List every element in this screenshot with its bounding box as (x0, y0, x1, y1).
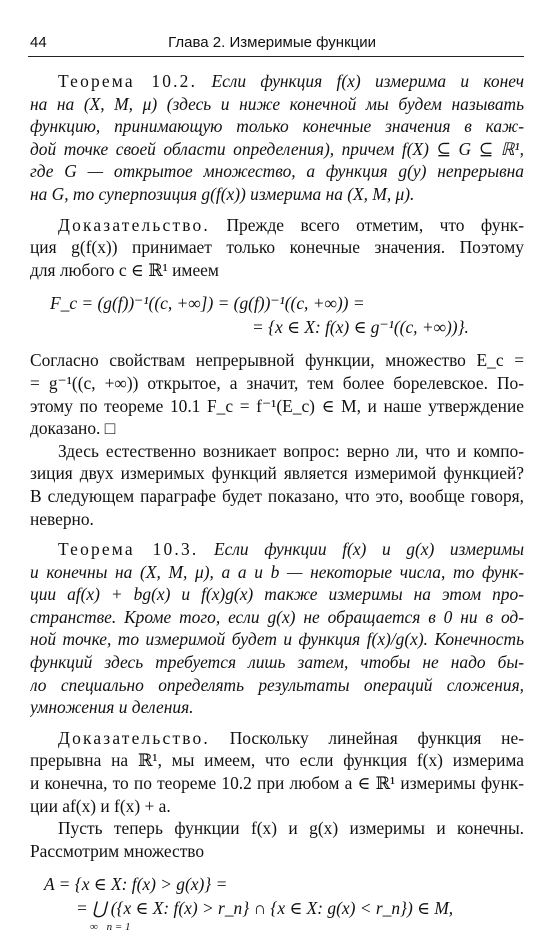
text-line: ной точке, то измеримой будет и функция f(x)/g(x). Конечность (30, 629, 524, 650)
union-limits (30, 920, 524, 934)
text-line: Здесь естественно возникает вопрос: верно ли, что и компо- (58, 440, 524, 461)
text-line: где G — открытое множество, а функция g(y) непрерывна (30, 161, 524, 182)
text-line: ция g(f(x)) принимает только конечные значения. Поэтому (30, 237, 524, 258)
page-body (30, 70, 524, 934)
text-line: и конечна, то по теореме 10.2 при любом a ∈ ℝ¹ измеримы функ- (30, 773, 524, 794)
text-line: и конечны на (X, M, μ), а a и b — некоторые числа, то функ- (30, 561, 524, 582)
formula-Fc-line-1: F_c = (g(f))⁻¹((c, +∞]) = (g(f))⁻¹((c, +∞)) = (50, 293, 365, 314)
text-line: Доказательство. Прежде всего отметим, что функ- (58, 214, 524, 235)
proof-10-2 (30, 214, 524, 440)
text-line: В следующем параграфе будет показано, что это, вообще говоря, (30, 485, 524, 506)
text-line: Пусть теперь функции f(x) и g(x) измеримы и конечны. (58, 818, 524, 839)
text-line: на G, то суперпозиция g(f(x)) измерима на (X, M, μ). (30, 183, 415, 204)
text-line: ции af(x) и f(x) + a. (30, 795, 171, 816)
text-line: зиция двух измеримых функций является измеримой функцией? (30, 463, 524, 484)
text-line: Согласно свойствам непрерывной функции, множество E_c = (30, 350, 524, 371)
text-line: Рассмотрим множество (30, 840, 205, 861)
theorem-10-2 (30, 70, 524, 206)
running-header (28, 34, 524, 57)
text-line: Доказательство. Поскольку линейная функция не- (58, 727, 524, 748)
text-line: на на (X, M, μ) (здесь и ниже конечной мы будем называть (30, 93, 524, 114)
proof-10-3 (30, 727, 524, 934)
text-line: странстве. Кроме того, если g(x) не обращается в 0 ни в од- (30, 606, 524, 627)
text-line: ции af(x) + bg(x) и f(x)g(x) также измеримы на этом про- (30, 584, 524, 605)
text-line: ло специально определять результаты операций сложения, (30, 674, 524, 695)
union-lower-limit: n = 1 (106, 921, 131, 934)
formula-A-line-2: = ⋃ ({x ∈ X: f(x) > r_n} ∩ {x ∈ X: g(x) < r_n}) ∈ M, (76, 898, 454, 919)
text-line: для любого c ∈ ℝ¹ имеем (30, 259, 219, 280)
text-line: Теорема 10.2. Если функция f(x) измерима и конеч (58, 71, 524, 91)
chapter-title: Глава 2. Измеримые функции (168, 34, 376, 51)
text-line: дой точке своей области определения), причем f(X) ⊆ G ⊆ ℝ¹, (30, 138, 524, 159)
remark-paragraph (30, 440, 524, 530)
text-line: функций здесь требуется лишь затем, чтобы не надо бы- (30, 652, 524, 673)
formula-Fc-line-2: = {x ∈ X: f(x) ∈ g⁻¹((c, +∞))}. (252, 317, 469, 338)
page-number: 44 (30, 34, 47, 51)
text-line: = g⁻¹((c, +∞)) открытое, а значит, тем более борелевское. По- (30, 372, 524, 393)
text-line: этому по теореме 10.1 F_c = f⁻¹(E_c) ∈ M, и наше утверждение (30, 395, 524, 416)
text-line: умножения и деления. (30, 697, 194, 718)
union-upper-limit: ∞ (90, 921, 98, 934)
text-line: доказано. □ (30, 418, 116, 439)
text-line: неверно. (30, 508, 94, 529)
theorem-10-3 (30, 538, 524, 719)
text-line: прерывна на ℝ¹, мы имеем, что если функция f(x) измерима (30, 750, 524, 771)
text-line: функцию, принимающую только конечные значения в каж- (30, 116, 524, 137)
text-line: Теорема 10.3. Если функции f(x) и g(x) измеримы (58, 539, 524, 560)
formula-A-line-1: A = {x ∈ X: f(x) > g(x)} = (44, 874, 228, 895)
